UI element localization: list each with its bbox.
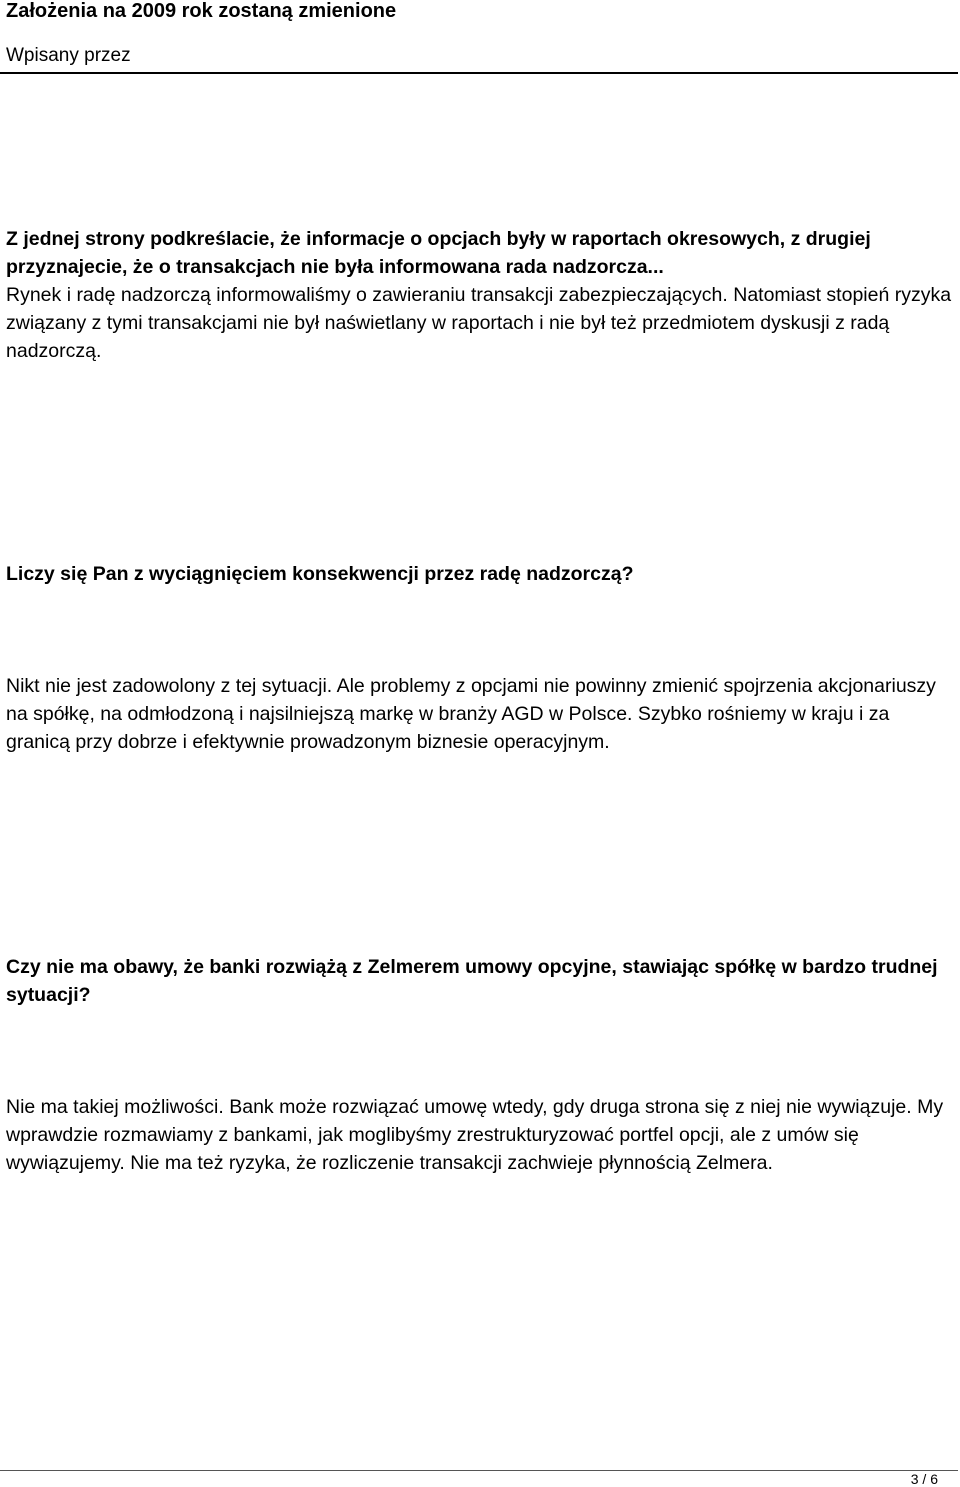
author-byline: Wpisany przez bbox=[6, 45, 131, 66]
page-title: Założenia na 2009 rok zostaną zmienione bbox=[6, 0, 397, 22]
question-3: Czy nie ma obawy, że banki rozwiążą z Zelmerem umowy opcyjne, stawiając spółkę w bardzo trudnej sytuacji? bbox=[6, 956, 938, 1006]
question-1: Z jednej strony podkreślacie, że informacje o opcjach były w raportach okresowych, z drugiej przyznajecie, że o transakcjach nie była informowana rada nadzorcza... bbox=[6, 228, 871, 278]
header-divider bbox=[0, 72, 958, 74]
paragraph-question-answer-1 bbox=[6, 225, 956, 365]
footer-divider bbox=[0, 1470, 958, 1471]
answer-1: Rynek i radę nadzorczą informowaliśmy o zawieraniu transakcji zabezpieczających. Natomiast stopień ryzyka związany z tymi transakcjami nie był naświetlany w raportach i nie był też przedmiotem dyskusji z radą nadzorczą. bbox=[6, 284, 952, 362]
page-number: 3 / 6 bbox=[910, 1471, 938, 1487]
question-2: Liczy się Pan z wyciągnięciem konsekwencji przez radę nadzorczą? bbox=[6, 563, 634, 585]
answer-3: Nie ma takiej możliwości. Bank może rozwiązać umowę wtedy, gdy druga strona się z niej nie wywiązuje. My wprawdzie rozmawiamy z bankami, jak moglibyśmy zrestrukturyzować portfel opcji, ale z umów się wywiązujemy. Nie ma też ryzyka, że rozliczenie transakcji zachwieje płynnością Zelmera. bbox=[6, 1096, 944, 1174]
answer-2: Nikt nie jest zadowolony z tej sytuacji. Ale problemy z opcjami nie powinny zmienić spojrzenia akcjonariuszy na spółkę, na odmłodzoną i najsilniejszą markę w branży AGD w Polsce. Szybko rośniemy w kraju i za granicą przy dobrze i efektywnie prowadzonym biznesie operacyjnym. bbox=[6, 675, 936, 753]
